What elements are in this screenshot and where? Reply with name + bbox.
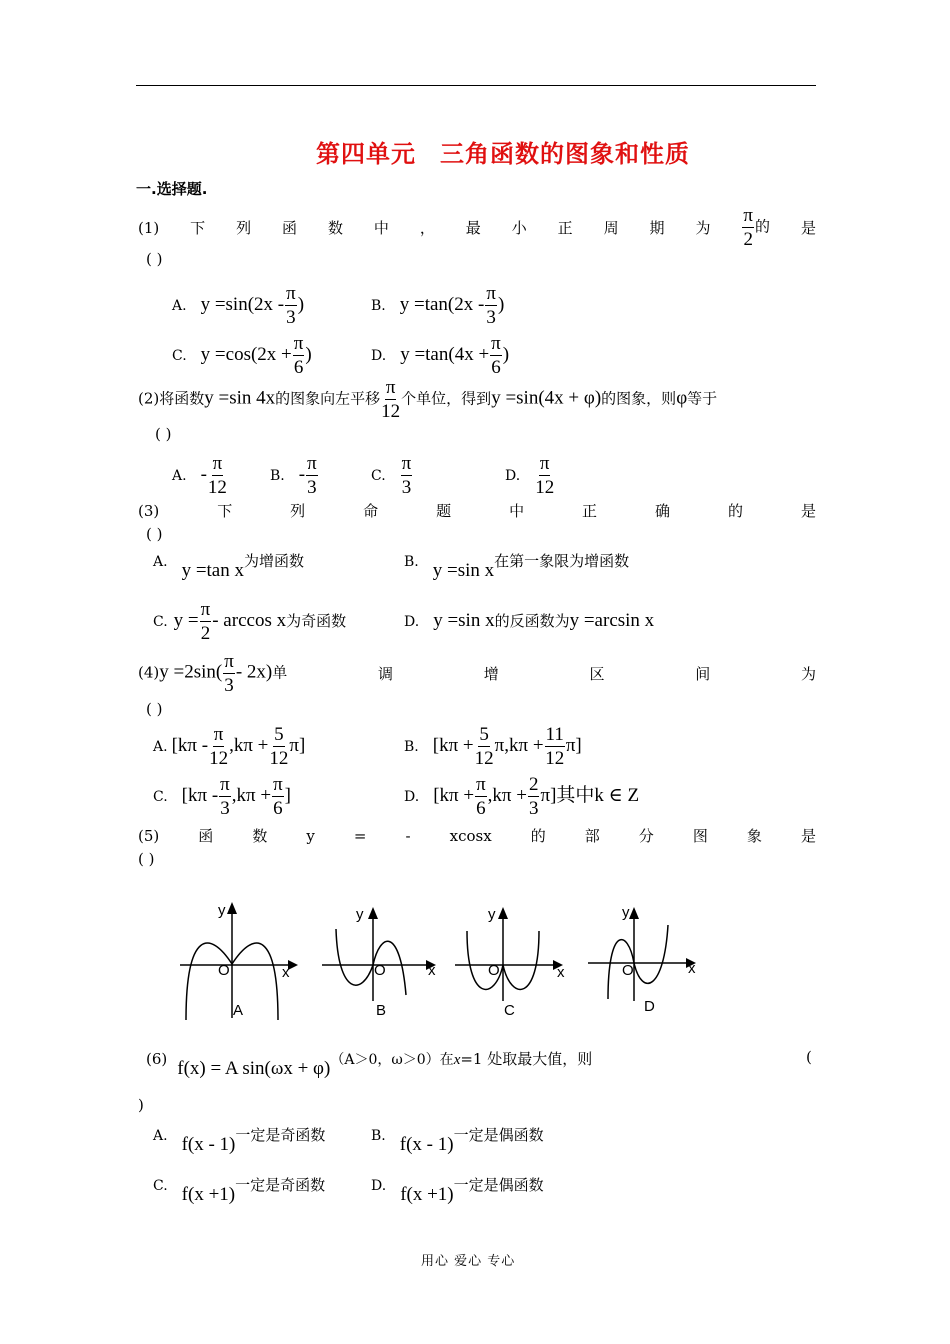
question-6-stem: (6) f(x) = A sin(ωx + φ)（A＞0，ω＞0）在x=1 处取最大值，则 xyxy=(146,1050,593,1079)
graph-d-label: D xyxy=(644,998,655,1015)
section-heading: 一.选择题. xyxy=(136,180,208,198)
q4-option-b: B. [kπ + $\frac{5}{12}$ π,kπ + $\frac{11}{12}$ π] xyxy=(404,724,582,769)
header-rule xyxy=(136,85,816,86)
q3-option-b: B. y =sin x在第一象限为增函数 xyxy=(404,552,630,581)
q6-answer-paren-left: ( xyxy=(806,1048,812,1066)
graph-a-label: A xyxy=(233,1002,244,1019)
question-2-stem: (2)将函数y =sin 4x的图象向左平移 $\frac{\pi}{12}$ 个单位，得到y =sin(4x + φ)的图象，则φ等于 xyxy=(138,377,718,422)
q6-answer-paren-right: ) xyxy=(138,1096,144,1114)
answer-blank: ( ) xyxy=(138,850,155,868)
graph-c xyxy=(455,905,573,1005)
q2-option-c: C. $\frac{\pi}{3}$ xyxy=(371,453,412,498)
q1-option-c: C. y =cos(2x + $\frac{\pi}{6}$ ) xyxy=(172,333,312,378)
graph-c-label: C xyxy=(504,1002,515,1019)
page-footer: 用心 爱心 专心 xyxy=(421,1254,516,1269)
q2-option-a: A. - $\frac{\pi}{12}$ xyxy=(172,453,227,498)
graph-c-x-label: x xyxy=(557,964,565,981)
answer-blank: ( ) xyxy=(146,250,163,268)
graph-c-origin-label: O xyxy=(488,962,500,979)
graph-d xyxy=(588,905,706,1005)
graph-b xyxy=(322,905,440,1005)
graph-a-origin-label: O xyxy=(218,962,230,979)
answer-blank: ( ) xyxy=(146,700,163,718)
q1-option-b: B. y =tan(2x - $\frac{\pi}{3}$ ) xyxy=(371,283,505,328)
q2-option-d: D. $\frac{\pi}{12}$ xyxy=(505,453,555,498)
question-5-stem: (5) 函 数 y = - xcosx 的 部 分 图 象 是 xyxy=(138,826,816,845)
q6-option-a: A. f(x - 1)一定是奇函数 xyxy=(153,1126,326,1155)
q1-option-a: A. y =sin(2x - $\frac{\pi}{3}$ ) xyxy=(172,283,305,328)
q4-option-d: D. [kπ + $\frac{\pi}{6}$ ,kπ + $\frac{2}{3}$ π]其中k ∈ Z xyxy=(404,774,640,819)
answer-blank: ( ) xyxy=(155,425,172,443)
q1-period-fraction: $\frac{\pi}{2}$ xyxy=(743,205,754,250)
q6-option-c: C. f(x +1)一定是奇函数 xyxy=(153,1176,326,1205)
q6-option-b: B. f(x - 1)一定是偶函数 xyxy=(371,1126,544,1155)
q3-option-d: D. y =sin x的反函数为y =arcsin x xyxy=(404,610,655,631)
graph-a-x-label: x xyxy=(282,964,290,981)
graph-b-label: B xyxy=(376,1002,387,1019)
graph-b-x-label: x xyxy=(428,962,436,979)
page-title: 第四单元 三角函数的图象和性质 xyxy=(316,140,690,168)
q6-option-d: D. f(x +1)一定是偶函数 xyxy=(371,1176,544,1205)
q1-option-d: D. y =tan(4x + $\frac{\pi}{6}$ ) xyxy=(371,333,510,378)
q3-option-c: C. y = $\frac{\pi}{2}$ - arccos x为奇函数 xyxy=(153,599,347,644)
graph-c-y-label: y xyxy=(488,906,496,923)
graph-b-origin-label: O xyxy=(374,962,386,979)
graph-d-y-label: y xyxy=(622,904,630,921)
graph-d-x-label: x xyxy=(688,960,696,977)
question-4-stem: (4)y =2sin( $\frac{\pi}{3}$ - 2x)单 调 增 区 间 为 xyxy=(138,651,816,696)
graph-b-y-label: y xyxy=(356,906,364,923)
graph-a-y-label: y xyxy=(218,902,226,919)
question-1-stem: (1) 下 列 函 数 中 ， 最 小 正 周 期 为 $\frac{\pi}{2}$ 的 是 xyxy=(138,205,816,250)
q2-option-b: B. - $\frac{\pi}{3}$ xyxy=(270,453,317,498)
graph-d-origin-label: O xyxy=(622,962,634,979)
q3-option-a: A. y =tan x为增函数 xyxy=(153,552,305,581)
question-3-stem: (3) 下 列 命 题 中 正 确 的 是 xyxy=(138,501,816,520)
q4-option-a: A. [kπ - $\frac{\pi}{12}$ ,kπ + $\frac{5}{12}$ π] xyxy=(153,724,306,769)
answer-blank: ( ) xyxy=(146,525,163,543)
q4-option-c: C. [kπ - $\frac{\pi}{3}$ ,kπ + $\frac{\pi}{6}$ ] xyxy=(153,774,291,819)
